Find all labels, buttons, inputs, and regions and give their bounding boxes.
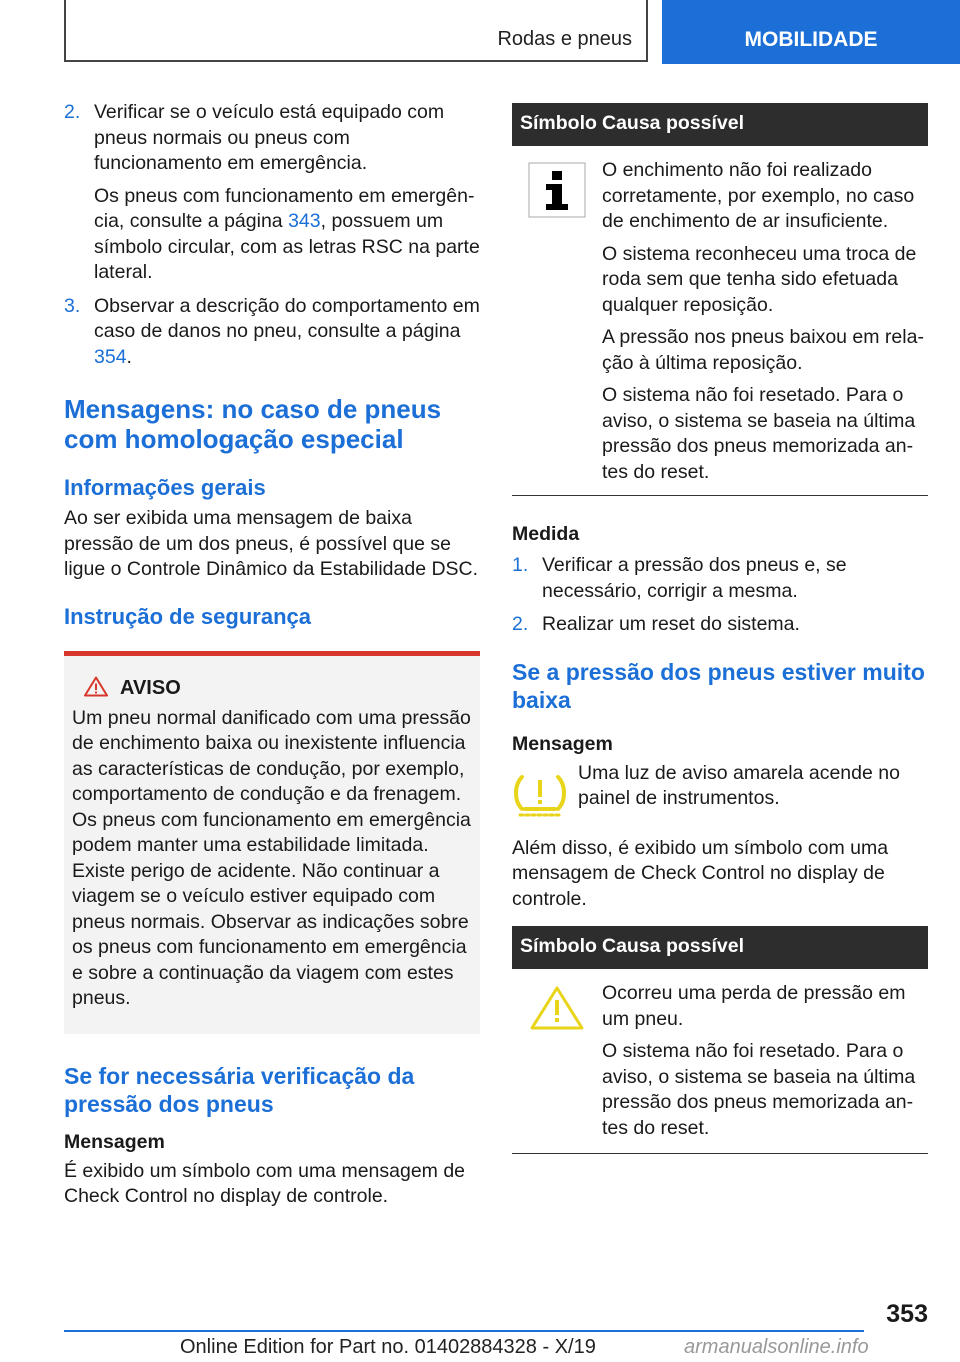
cause-text: O enchimento não foi realizado corretamente, por exemplo, no caso de enchimento de ar insuficiente. bbox=[602, 159, 915, 232]
step-2 bbox=[64, 100, 480, 286]
message-text: É exibido um símbolo com uma mensagem de Check Control no display de controle. bbox=[64, 1159, 466, 1207]
table-header-symbol: Símbolo bbox=[520, 112, 597, 134]
indicator-lamp-row bbox=[512, 761, 928, 822]
watermark: armanualsonline.info bbox=[684, 1336, 869, 1358]
section-title: Rodas e pneus bbox=[497, 28, 632, 50]
heading-general-info: Informações gerais bbox=[64, 475, 266, 500]
table-row bbox=[512, 969, 928, 1154]
footer-divider bbox=[64, 1330, 864, 1332]
step-text: Verificar se o veículo está equipado com pneus normais ou pneus com funcionamento em emergência. bbox=[94, 101, 445, 174]
heading-measure: Medida bbox=[512, 523, 580, 545]
step-text: Observar a descrição do comportamento em caso de danos no pneu, consulte a página 354. bbox=[94, 294, 480, 368]
cause-text: Ocorreu uma perda de pressão em um pneu. bbox=[602, 982, 906, 1030]
measure-step-2 bbox=[512, 612, 928, 638]
heading-special-tires: Mensagens: no caso de pneus com homologação especial bbox=[64, 394, 442, 454]
step-text-rsc: Os pneus com funcionamento em emergência, consulte a página 343, possuem um símbolo circular, com as letras RSC na parte lateral. bbox=[94, 184, 480, 283]
page-number: 353 bbox=[886, 1300, 928, 1328]
step-number: 2. bbox=[64, 101, 81, 123]
info-icon bbox=[528, 162, 586, 485]
warning-box bbox=[64, 651, 480, 1034]
page-link-354[interactable]: 354 bbox=[94, 345, 127, 368]
cause-text: A pressão nos pneus baixou em relação à última reposição. bbox=[602, 326, 924, 374]
table-row bbox=[512, 146, 928, 496]
right-column bbox=[512, 103, 928, 1154]
heading-check-pressure: Se for necessária verificação da pressão dos pneus bbox=[64, 1062, 415, 1117]
warning-title: AVISO bbox=[120, 677, 181, 699]
tire-pressure-warning-icon bbox=[512, 761, 578, 822]
step-text: Verificar a pressão dos pneus e, se necessário, corrigir a mesma. bbox=[542, 554, 847, 602]
edition-text: Online Edition for Part no. 01402884328 - X/19 bbox=[180, 1336, 596, 1358]
cause-text: O sistema não foi resetado. Para o aviso, o sistema se baseia na última pressão dos pneus memorizada antes do reset. bbox=[602, 384, 916, 483]
table-header-cause: Causa possível bbox=[602, 112, 744, 134]
heading-safety: Instrução de segurança bbox=[64, 603, 311, 629]
chapter-tab[interactable]: MOBILIDADE bbox=[662, 0, 960, 64]
step-number: 3. bbox=[64, 294, 81, 317]
header-frame bbox=[64, 0, 648, 62]
page-link-343[interactable]: 343 bbox=[288, 210, 321, 232]
heading-low-pressure: Se a pressão dos pneus estiver muito baixa bbox=[512, 658, 925, 713]
warning-text: Um pneu normal danificado com uma pressão de enchimento baixa ou inexistente influencia as características de condução, por exemplo, comportamento de condução e da frenagem. Os pneus com funcionamento em emergência podem manter uma estabilidade limitada. Existe perigo de acidente. Não continuar a viagem se o veículo estiver equipado com pneus normais. Observar as indicações sobre os pneus com funcionamento em emergência e sobre a continuação da viagem com estes pneus. bbox=[72, 706, 471, 1009]
cause-text: O sistema não foi resetado. Para o aviso, o sistema se baseia na última pressão dos pneus memorizada antes do reset. bbox=[602, 1040, 916, 1139]
warning-triangle-yellow-icon bbox=[529, 985, 585, 1141]
warning-triangle-icon bbox=[84, 676, 108, 702]
step-number: 2. bbox=[512, 613, 529, 635]
lamp-text: Uma luz de aviso amarela acende no painel de instrumentos. bbox=[578, 761, 900, 809]
measure-step-1 bbox=[512, 553, 928, 604]
cause-text: O sistema reconheceu uma troca de roda sem que tenha sido efetuada qualquer reposição. bbox=[602, 242, 917, 316]
also-text: Além disso, é exibido um símbolo com uma mensagem de Check Control no display de controle. bbox=[512, 836, 889, 910]
heading-message-2: Mensagem bbox=[512, 732, 613, 755]
heading-message: Mensagem bbox=[64, 1130, 165, 1153]
step-text: Realizar um reset do sistema. bbox=[542, 613, 800, 635]
table-header-cause: Causa possível bbox=[602, 935, 744, 957]
general-info-text: Ao ser exibida uma mensagem de baixa pressão de um dos pneus, é possível que se ligue o Controle Dinâmico da Estabilidade DSC. bbox=[64, 507, 479, 580]
symbol-table-2 bbox=[512, 926, 928, 1154]
symbol-table-1 bbox=[512, 103, 928, 496]
step-number: 1. bbox=[512, 554, 529, 576]
step-3 bbox=[64, 294, 480, 371]
table-header-symbol: Símbolo bbox=[520, 935, 597, 957]
left-column bbox=[64, 100, 480, 1210]
